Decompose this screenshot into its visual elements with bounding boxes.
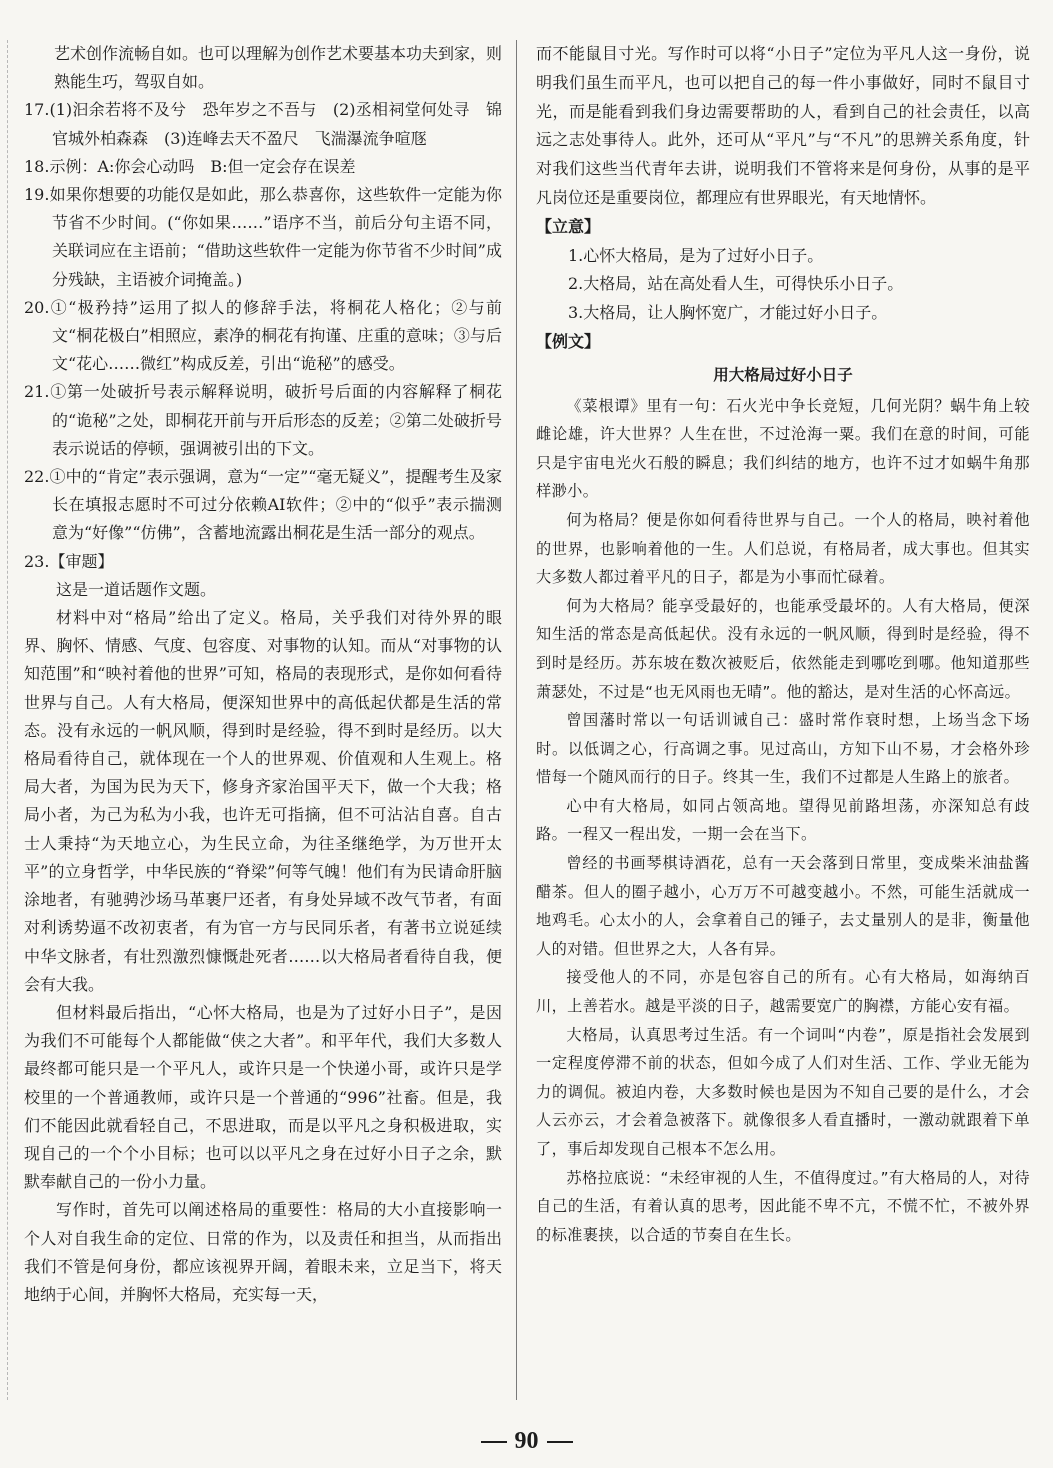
analysis-paragraph: 材料中对“格局”给出了定义。格局，关乎我们对待外界的眼界、胸怀、情感、气度、包容度、对事物的认知。而从“对事物的认知范围”和“映衬着他的世界”可知，格局的表现形式，是你如何看待世界与自己。人有大格局，便深知世界中的高低起伏都是生活的常态。没有永远的一帆风顺，得到时是经验，得不到时是经历。以大格局看待自己，就体现在一个人的世界观、价值观和人生观上。格局大者，为国为民为天下，修身齐家治国平天下，做一个大我；格局小者，为己为私为小我，也许无可指摘，但不可沾沾自喜。自古士人秉持“为天地立心，为生民立命，为往圣继绝学，为万世开太平”的立身哲学，中华民族的“脊梁”何等气魄！他们有为民请命肝脑涂地者，有驰骋沙场马革裹尸还者，有身处异域不改气节者，有面对利诱势逼不改初衷者，有为官一方与民同乐者，有著书立说延续中华文脉者，有壮烈激烈慷慨赴死者……以大格局者看待自我，便会有大我。 [24, 608, 502, 994]
answer-21: 21.①第一处破折号表示解释说明，破折号后面的内容解释了桐花的“诡秘”之处，即桐花开前与开后形态的反差；②第二处破折号表示说话的停顿，强调被引出的下文。 [24, 382, 502, 458]
essay-paragraph: 苏格拉底说：“未经审视的人生，不值得度过。”有大格局的人，对待自己的生活，有着认真的思考，因此能不卑不亢，不慌不忙，不被外界的标准裹挟，以合适的节奏自在生长。 [536, 1168, 1030, 1244]
page-number: 90 [514, 1428, 539, 1454]
answer-19: 19.如果你想要的功能仅是如此，那么恭喜你，这些软件一定能为你节省不少时间。(“你如果……”语序不当，前后分句主语不同，关联词应在主语前；“借助这些软件一定能为你节省不少时间”成分残缺，主语被介词掩盖。) [24, 185, 502, 289]
essay-body [536, 392, 1030, 1250]
essay-paragraph: 心中有大格局，如同占领高地。望得见前路坦荡，亦深知总有歧路。一程又一程出发，一期一会在当下。 [536, 796, 1030, 844]
answer-20: 20.①“极矜持”运用了拟人的修辞手法，将桐花人格化；②与前文“桐花极白”相照应，素净的桐花有拘谨、庄重的意味；③与后文“花心……微红”构成反差，引出“诡秘”的感受。 [24, 297, 502, 374]
analysis-paragraph: 写作时，首先可以阐述格局的重要性：格局的大小直接影响一个人对自我生命的定位、日常的作为，以及责任和担当，从而指出我们不管是何身份，都应该视界开阔，着眼未来，立足当下，将天地纳于心间，并胸怀大格局，充实每一天， [24, 1200, 502, 1304]
right-column [536, 40, 1030, 1249]
answer-17: 17.(1)汩余若将不及兮 恐年岁之不吾与 (2)丞相祠堂何处寻 锦官城外柏森森 (3)连峰去天不盈尺 飞湍瀑流争喧豗 [24, 100, 502, 148]
lizi-item: 2.大格局，站在高处看人生，可得快乐小日子。 [568, 274, 904, 294]
answer-18: 18.示例：A:你会心动吗 B:但一定会存在误差 [24, 156, 356, 176]
essay-paragraph: 曾经的书画琴棋诗酒花，总有一天会落到日常里，变成柴米油盐酱醋茶。但人的圈子越小，心万万不可越变越小。不然，可能生活就成一地鸡毛。心太小的人，会拿着自己的锤子，去丈量别人的是非，衡量他人的对错。但世界之大，人各有异。 [536, 854, 1030, 958]
liwen-label: 【例文】 [536, 331, 601, 351]
page-footer [0, 1428, 1053, 1455]
analysis-paragraph: 而不能鼠目寸光。写作时可以将“小日子”定位为平凡人这一身份，说明我们虽生而平凡，也可以把自己的每一件小事做好，同时不鼠目寸光，而是能看到我们身边需要帮助的人，看到自己的社会责任，以高远之志处事待人。此外，还可从“平凡”与“不凡”的思辨关系角度，针对我们这些当代青年去讲，说明我们不管将来是何身份，从事的是平凡岗位还是重要岗位，都理应有世界眼光，有天地情怀。 [536, 44, 1030, 207]
analysis-paragraph: 但材料最后指出，“心怀大格局，也是为了过好小日子”，是因为我们不可能每个人都能做“侠之大者”。和平年代，我们大多数人最终都可能只是一个平凡人，或许只是一个快递小哥，或许只是学校里的一个普通教师，或许只是一个普通的“996”社畜。但是，我们不能因此就看轻自己，不思进取，而是以平凡之身积极进取，实现自己的一个个小目标；也可以以平凡之身在过好小日子之余，默默奉献自己的一份小力量。 [24, 1002, 502, 1192]
answer-paragraph: 艺术创作流畅自如。也可以理解为创作艺术要基本功夫到家，则熟能生巧，驾驭自如。 [54, 44, 503, 92]
essay-title: 用大格局过好小日子 [713, 365, 853, 384]
lizi-label: 【立意】 [536, 216, 601, 236]
essay-paragraph: 《菜根谭》里有一句：石火光中争长竞短，几何光阴？蜗牛角上较雌论雄，许大世界？人生在世，不过沧海一粟。我们在意的时间，可能只是宇宙电光火石般的瞬息；我们纠结的地方，也许不过才如蜗牛角那样渺小。 [536, 396, 1030, 501]
essay-paragraph: 何为大格局？能享受最好的，也能承受最坏的。人有大格局，便深知生活的常态是高低起伏。没有永远的一帆风顺，得到时是经验，得不到时是经历。苏东坡在数次被贬后，依然能走到哪吃到哪。他知道那些萧瑟处，不过是“也无风雨也无晴”。他的豁达，是对生活的心怀高远。 [536, 596, 1030, 701]
column-divider [516, 40, 517, 1400]
essay-paragraph: 接受他人的不同，亦是包容自己的所有。心有大格局，如海纳百川，上善若水。越是平淡的日子，越需要宽广的胸襟，方能心安有福。 [536, 968, 1030, 1016]
answer-23-heading: 23.【审题】 [24, 551, 114, 571]
footer-dash [547, 1441, 573, 1443]
essay-paragraph: 曾国藩时常以一句话训诫自己：盛时常作衰时想，上场当念下场时。以低调之心，行高调之事。见过高山，方知下山不易，才会格外珍惜每一个随风而行的日子。终其一生，我们不过都是人生路上的旅者。 [536, 711, 1030, 787]
answer-22: 22.①中的“肯定”表示强调，意为“一定”“毫无疑义”，提醒考生及家长在填报志愿时不可过分依赖AI软件；②中的“似乎”表示揣测意为“好像”“仿佛”，含蓄地流露出桐花是生活一部分的观点。 [24, 467, 502, 543]
essay-paragraph: 大格局，认真思考过生活。有一个词叫“内卷”，原是指社会发展到一定程度停滞不前的状态，但如今成了人们对生活、工作、学业无能为力的调侃。被迫内卷，大多数时候也是因为不知自己要的是什么，才会人云亦云，才会着急被落下。就像很多人看直播时，一激动就跟着下单了，事后却发现自己根本不怎么用。 [536, 1025, 1030, 1158]
binding-edge [7, 40, 8, 1400]
lizi-item: 1.心怀大格局，是为了过好小日子。 [568, 245, 824, 265]
analysis-paragraph: 这是一道话题作文题。 [56, 579, 217, 599]
footer-dash [481, 1441, 507, 1443]
essay-paragraph: 何为格局？便是你如何看待世界与自己。一个人的格局，映衬着他的世界，也影响着他的一生。人们总说，有格局者，成大事也。但其实大多数人都过着平凡的日子，都是为小事而忙碌着。 [536, 510, 1030, 587]
left-column [24, 40, 502, 1309]
lizi-item: 3.大格局，让人胸怀宽广，才能过好小日子。 [568, 303, 888, 323]
